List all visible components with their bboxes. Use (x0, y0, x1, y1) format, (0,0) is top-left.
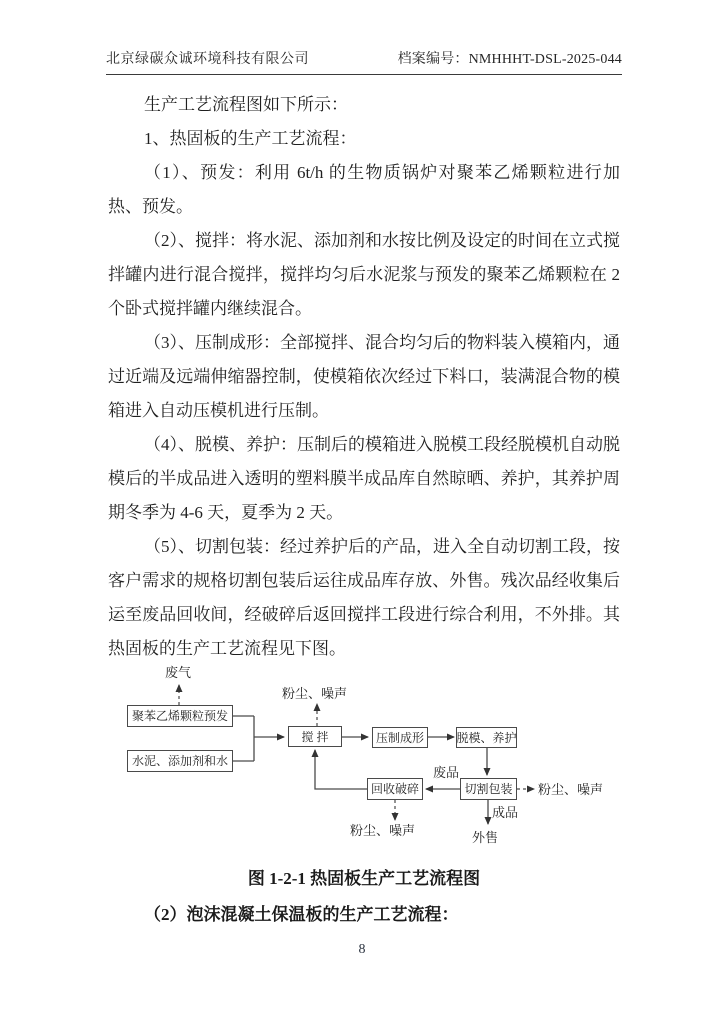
paragraph-step-4: （4）、脱模、养护：压制后的模箱进入脱模工段经脱模机自动脱模后的半成品进入透明的塑料膜半成品库自然晾晒、养护，其养护周期冬季为 4-6 天，夏季为 2 天。 (108, 435, 620, 522)
flow-box-prefoam: 聚苯乙烯颗粒预发 (127, 705, 233, 727)
flow-box-recycling: 回收破碎 (367, 778, 423, 800)
document-body (108, 88, 620, 666)
paragraph-step-1: （1）、预发：利用 6t/h 的生物质锅炉对聚苯乙烯颗粒进行加热、预发。 (108, 163, 620, 216)
arrow-recycling-mixing (315, 750, 367, 789)
flow-box-mixing: 搅 拌 (288, 726, 342, 747)
company-name: 北京绿碳众诚环境科技有限公司 (106, 52, 309, 67)
flow-label-scrap: 废品 (433, 765, 460, 780)
flow-label-dust-noise-right: 粉尘、噪声 (538, 782, 604, 797)
paragraph-step-2: （2）、搅拌：将水泥、添加剂和水按比例及设定的时间在立式搅拌罐内进行混合搅拌，搅拌均匀后水泥浆与预发的聚苯乙烯颗粒在 2 个卧式搅拌罐内继续混合。 (108, 231, 620, 318)
page-number: 8 (358, 942, 366, 957)
process-flowchart (100, 655, 660, 855)
flow-label-dust-noise-top: 粉尘、噪声 (282, 686, 348, 701)
flow-box-pressing: 压制成形 (372, 727, 428, 748)
flow-box-demolding: 脱模、养护 (456, 727, 517, 748)
paragraph-section-1: 1、热固板的生产工艺流程： (144, 129, 357, 148)
flow-box-materials: 水泥、添加剂和水 (127, 750, 233, 772)
paragraph-intro: 生产工艺流程图如下所示： (144, 95, 348, 114)
file-number-value: NMHHHT-DSL-2025-044 (468, 52, 622, 67)
page-header (106, 48, 622, 75)
paragraph-step-3: （3）、压制成形：全部搅拌、混合均匀后的物料装入模箱内，通过近端及远端伸缩器控制，使模箱依次经过下料口，装满混合物的模箱进入自动压模机进行压制。 (108, 333, 620, 420)
flow-box-cutting: 切割包装 (460, 778, 517, 800)
file-number (398, 48, 622, 68)
figure-caption: 图 1-2-1 热固板生产工艺流程图 (247, 869, 481, 888)
next-section-heading: （2）泡沫混凝土保温板的生产工艺流程： (144, 905, 459, 924)
flow-label-finished-product: 成品 (492, 805, 519, 820)
flow-label-waste-gas: 废气 (165, 665, 192, 680)
file-number-label: 档案编号： (397, 52, 469, 67)
flow-label-dust-noise-bottom: 粉尘、噪声 (350, 823, 416, 838)
paragraph-step-5: （5）、切割包装：经过养护后的产品，进入全自动切割工段，按客户需求的规格切割包装后运往成品库存放、外售。残次品经收集后运至废品回收间，经破碎后返回搅拌工段进行综合利用，不外排。其热固板的生产工艺流程见下图。 (108, 537, 620, 658)
flow-label-sale: 外售 (472, 830, 499, 845)
